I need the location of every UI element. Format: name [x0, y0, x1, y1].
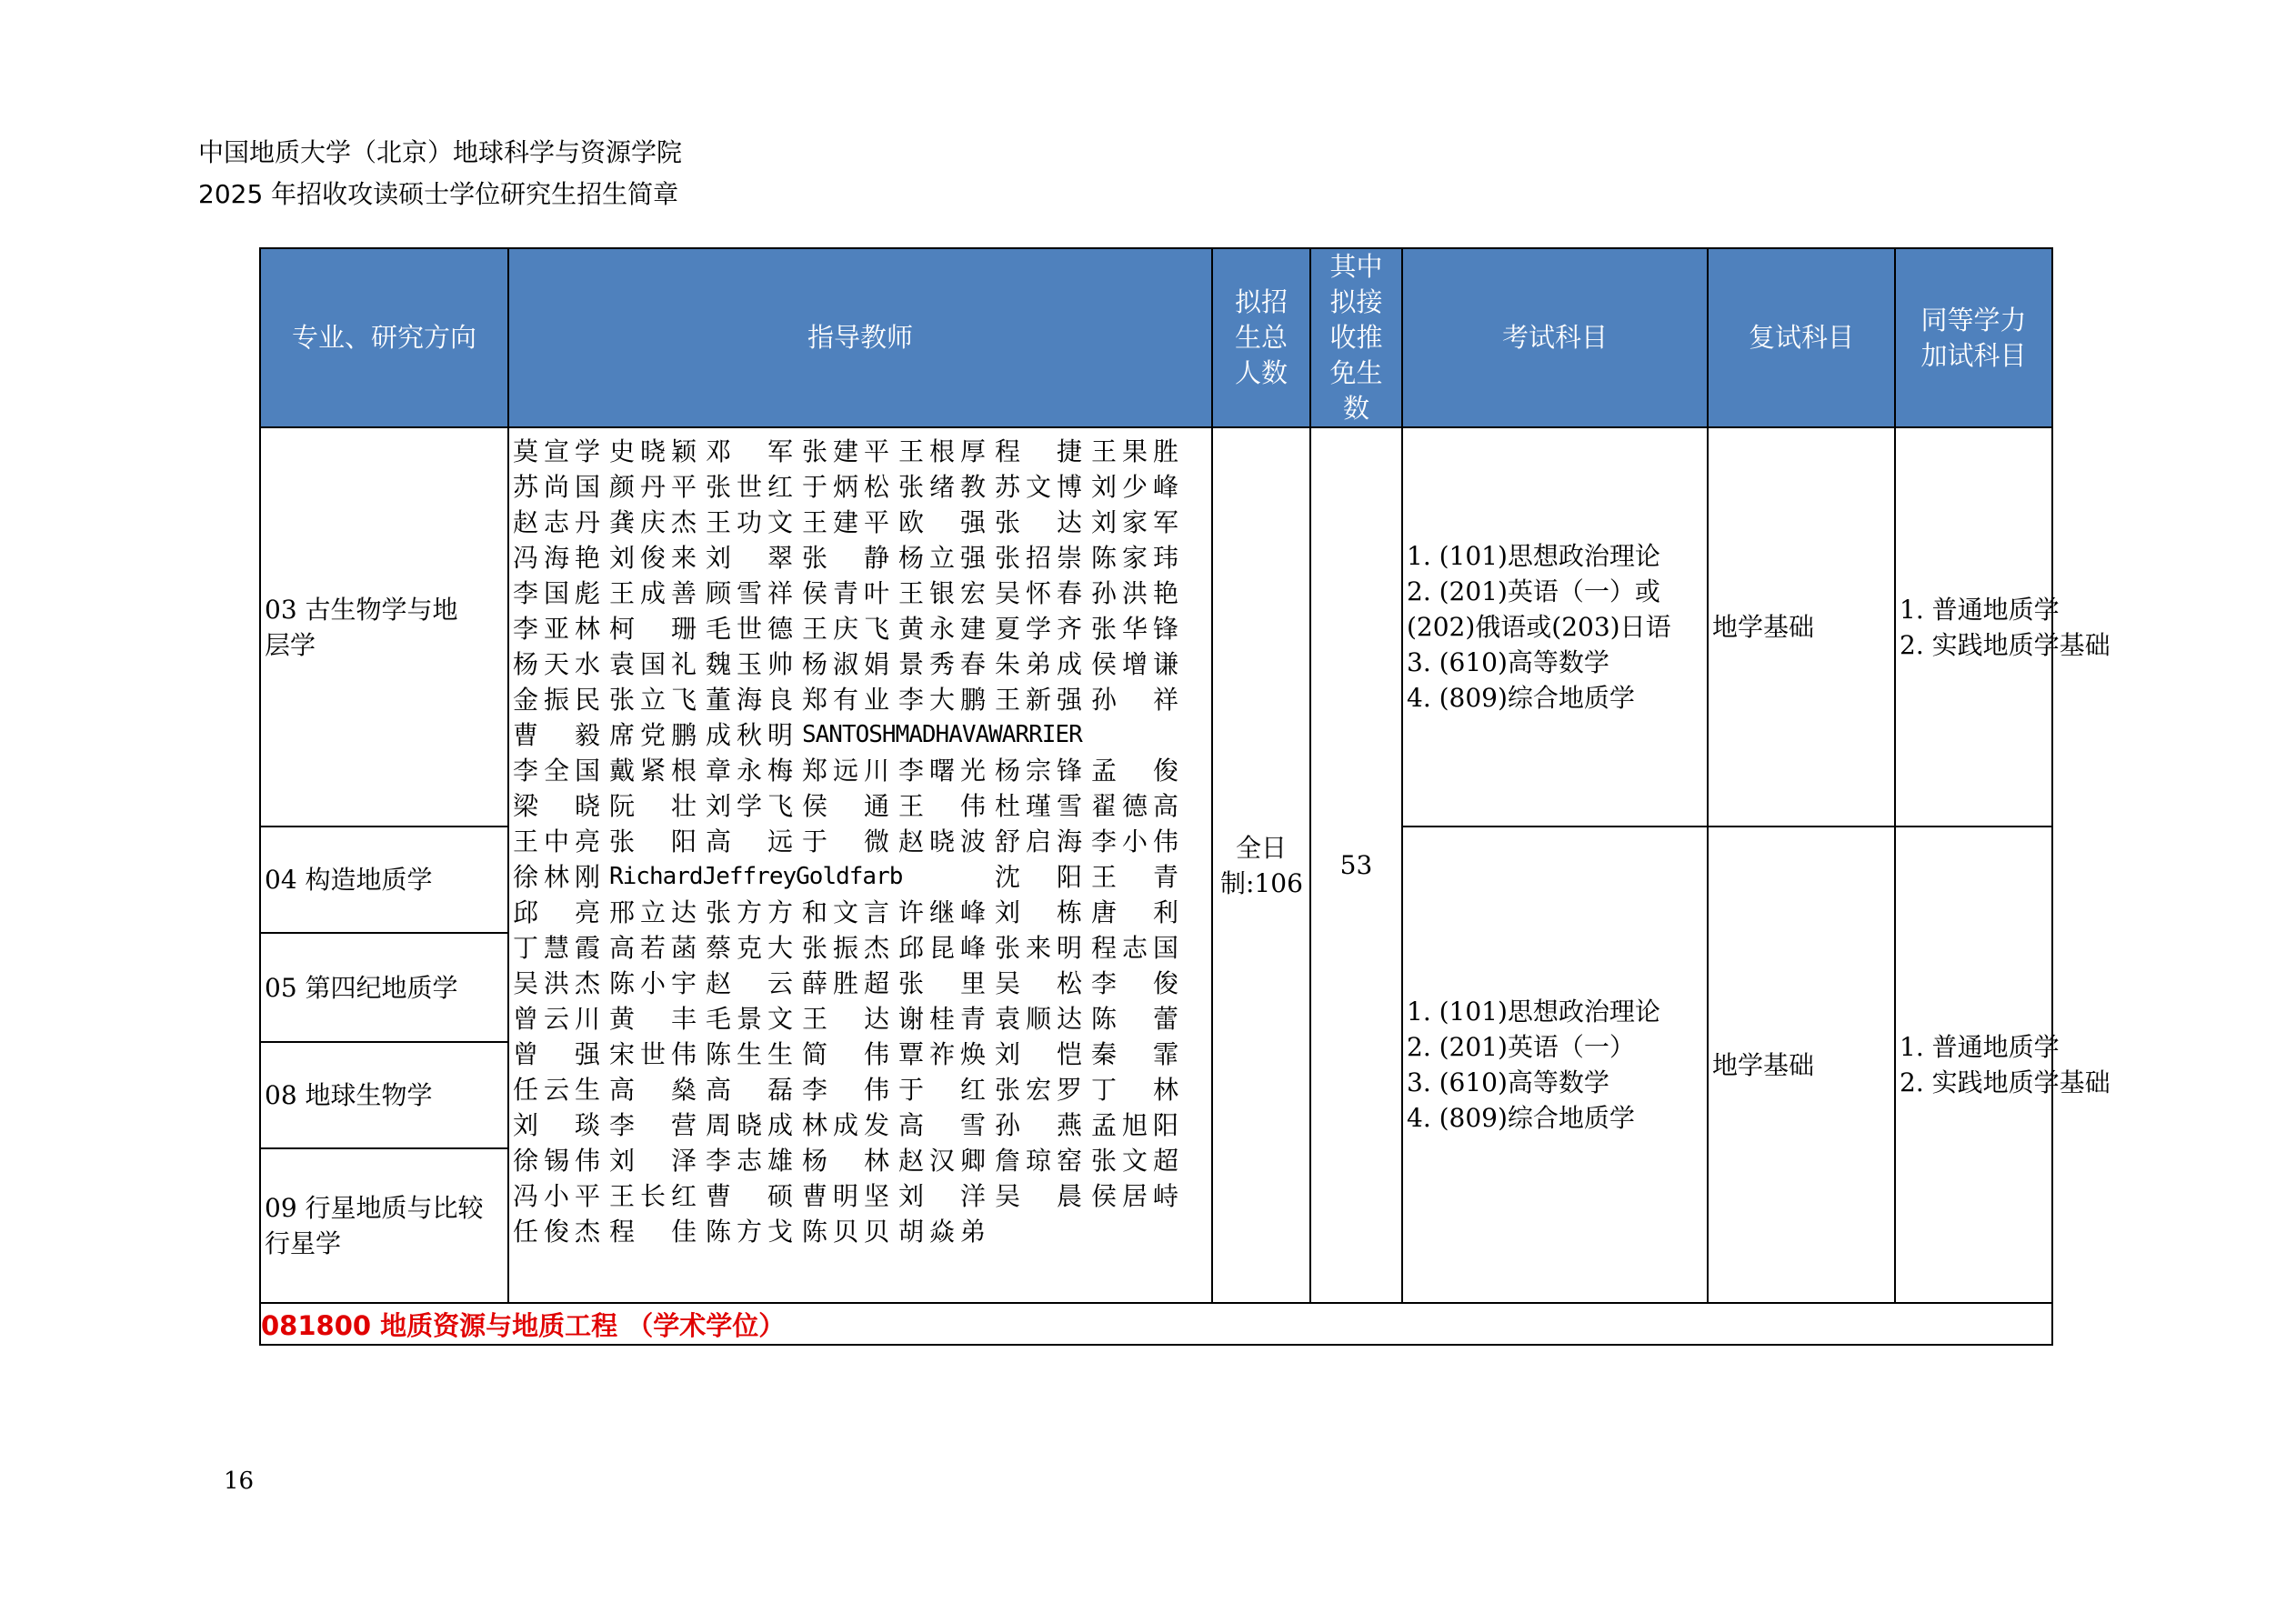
advisor-name: 赵 云 — [706, 968, 793, 998]
advisor-name: 丁 林 — [1091, 1075, 1178, 1105]
advisor-name: 王建平 — [802, 507, 889, 537]
advisor-name: 金振民 — [513, 685, 600, 715]
advisor-name: 侯居峙 — [1091, 1181, 1178, 1211]
advisor-name: 史晓颖 — [609, 436, 697, 466]
advisor-name: 于炳松 — [802, 472, 889, 502]
header-advisors: 指导教师 — [508, 248, 1212, 427]
header-exempt — [1310, 248, 1402, 427]
advisor-name: 龚庆杰 — [609, 507, 697, 537]
advisor-name: 胡焱弟 — [898, 1217, 986, 1247]
advisor-name: 王新强 — [995, 685, 1082, 715]
equivalent-item: 1. 普通地质学 — [1900, 1032, 2060, 1062]
advisor-name: 侯青叶 — [802, 578, 889, 608]
header-equivalent — [1895, 248, 2052, 427]
advisor-name: 夏学齐 — [995, 614, 1082, 644]
exempt-cell: 53 — [1310, 427, 1402, 1303]
advisor-name: 黄永建 — [898, 614, 986, 644]
section-title: 081800 地质资源与地质工程 （学术学位） — [260, 1303, 2052, 1345]
advisor-name: 张 阳 — [609, 827, 697, 857]
equivalent-group2 — [1895, 827, 2111, 1303]
advisor-name: 陈贝贝 — [802, 1217, 889, 1247]
advisor-name: 李志雄 — [706, 1146, 793, 1176]
exam-subjects-group2 — [1402, 827, 1708, 1303]
advisor-name: 袁顺达 — [995, 1004, 1082, 1034]
advisor-name: 杨天水 — [513, 649, 600, 679]
advisor-name: 戴紧根 — [609, 756, 697, 786]
header-exempt-text: 其中拟接收推免生数 — [1329, 251, 1383, 424]
advisor-name: 高 燊 — [609, 1075, 697, 1105]
advisor-name: 丁慧霞 — [513, 933, 600, 963]
advisor-name: 席党鹏 — [609, 720, 697, 750]
advisor-name: 张 达 — [995, 507, 1082, 537]
advisor-name: SANTOSHMADHAVAWARRIER — [802, 721, 1082, 748]
advisor-name: 曾 强 — [513, 1039, 600, 1069]
advisor-name: 苏文博 — [995, 472, 1082, 502]
advisor-name: 周晓成 — [706, 1110, 793, 1140]
advisor-name: 陈生生 — [706, 1039, 793, 1069]
advisor-name: 于 红 — [898, 1075, 986, 1105]
advisor-name: 孙 祥 — [1091, 685, 1178, 715]
advisor-name: 张华锋 — [1091, 614, 1178, 644]
advisor-name: 张世红 — [706, 472, 793, 502]
advisor-name: 黄 丰 — [609, 1004, 697, 1034]
advisor-name: 徐锡伟 — [513, 1146, 600, 1176]
advisor-name: 张文超 — [1091, 1146, 1178, 1176]
advisor-name: 张来明 — [995, 933, 1082, 963]
advisor-name: 李大鹏 — [898, 685, 986, 715]
advisor-name: 刘俊来 — [609, 543, 697, 573]
advisor-name: 郑有业 — [802, 685, 889, 715]
advisor-name: 冯小平 — [513, 1181, 600, 1211]
advisor-name: 柯 珊 — [609, 614, 697, 644]
advisor-name: 覃祚焕 — [898, 1039, 986, 1069]
advisor-name: 唐 利 — [1091, 897, 1178, 927]
advisor-name: 毛世德 — [706, 614, 793, 644]
advisor-name: 毛景文 — [706, 1004, 793, 1034]
advisor-name: 刘 栋 — [995, 897, 1082, 927]
direction-08: 08 地球生物学 — [260, 1042, 508, 1148]
direction-label: 09 行星地质与比较行星学 — [265, 1193, 484, 1258]
advisor-name: 王 达 — [802, 1004, 889, 1034]
advisor-name: 孙洪艳 — [1091, 578, 1178, 608]
equivalent-item: 2. 实践地质学基础 — [1900, 1067, 2111, 1097]
advisor-name: 刘少峰 — [1091, 472, 1178, 502]
advisor-name: 高 磊 — [706, 1075, 793, 1105]
advisor-name: 董海良 — [706, 685, 793, 715]
advisor-name: 吴 晨 — [995, 1181, 1082, 1211]
advisor-name: 李亚林 — [513, 614, 600, 644]
table-header-row — [260, 248, 2052, 427]
advisor-name: 张招崇 — [995, 543, 1082, 573]
advisor-name: 颜丹平 — [609, 472, 697, 502]
advisor-name: 吴怀春 — [995, 578, 1082, 608]
advisor-name: 王果胜 — [1091, 436, 1178, 466]
exam-item: (202)俄语或(203)日语 — [1407, 612, 1671, 642]
advisor-name: 薛胜超 — [802, 968, 889, 998]
exam-item: 1. (101)思想政治理论 — [1407, 541, 1660, 571]
advisor-name: 刘学飞 — [706, 791, 793, 821]
advisor-name: 曹 毅 — [513, 720, 600, 750]
advisor-name: 王根厚 — [898, 436, 986, 466]
advisor-name: 秦 霏 — [1091, 1039, 1178, 1069]
advisor-name: 章永梅 — [706, 756, 793, 786]
advisor-name: 高若菡 — [609, 933, 697, 963]
advisor-name: 林成发 — [802, 1110, 889, 1140]
advisors-grid — [513, 434, 1211, 1249]
exam-item: 1. (101)思想政治理论 — [1407, 997, 1660, 1027]
advisor-name: 李 伟 — [802, 1075, 889, 1105]
advisor-name: 陈 蕾 — [1091, 1004, 1178, 1034]
advisor-name: 陈小宇 — [609, 968, 697, 998]
direction-label: 03 古生物学与地层学 — [265, 594, 458, 660]
exam-item: 3. (610)高等数学 — [1407, 647, 1609, 677]
advisor-name: 任云生 — [513, 1075, 600, 1105]
advisor-name: 赵晓波 — [898, 827, 986, 857]
header-exam: 考试科目 — [1402, 248, 1708, 427]
advisor-name: 曹 硕 — [706, 1181, 793, 1211]
header-total-text: 拟招生总人数 — [1234, 286, 1288, 388]
advisor-name: 陈家玮 — [1091, 543, 1178, 573]
advisor-name: 张振杰 — [802, 933, 889, 963]
advisor-name: 郑远川 — [802, 756, 889, 786]
advisor-name: 袁国礼 — [609, 649, 697, 679]
advisor-name: 沈 阳 — [995, 862, 1082, 892]
advisor-name: 任俊杰 — [513, 1217, 600, 1247]
advisor-name: 冯海艳 — [513, 543, 600, 573]
advisor-name: 徐林刚 — [513, 862, 600, 892]
advisor-name: 许继峰 — [898, 897, 986, 927]
table-row — [260, 427, 2052, 827]
advisor-name: 吴洪杰 — [513, 968, 600, 998]
advisor-name: 苏尚国 — [513, 472, 600, 502]
header-major: 专业、研究方向 — [260, 248, 508, 427]
advisor-name: 张建平 — [802, 436, 889, 466]
advisor-name: 欧 强 — [898, 507, 986, 537]
advisor-name: 于 微 — [802, 827, 889, 857]
advisor-name: 曹明坚 — [802, 1181, 889, 1211]
advisor-name: 刘家军 — [1091, 507, 1178, 537]
advisor-name: 王庆飞 — [802, 614, 889, 644]
advisor-name: 杨淑娟 — [802, 649, 889, 679]
advisor-name: 张方方 — [706, 897, 793, 927]
advisors-cell — [508, 427, 1212, 1303]
advisor-name: 杨 林 — [802, 1146, 889, 1176]
exam-item: 4. (809)综合地质学 — [1407, 1103, 1635, 1133]
advisor-name: 高 雪 — [898, 1110, 986, 1140]
advisor-name: 李 营 — [609, 1110, 697, 1140]
advisor-name: 王银宏 — [898, 578, 986, 608]
total-cell — [1212, 427, 1310, 1303]
advisor-name: 张宏罗 — [995, 1075, 1082, 1105]
advisor-name: 王成善 — [609, 578, 697, 608]
advisor-name: 孟旭阳 — [1091, 1110, 1178, 1140]
advisor-name: 李国彪 — [513, 578, 600, 608]
advisor-name: 陈方戈 — [706, 1217, 793, 1247]
exam-item: 2. (201)英语（一）或 — [1407, 576, 1660, 606]
direction-05: 05 第四纪地质学 — [260, 933, 508, 1042]
advisor-name: 刘 泽 — [609, 1146, 697, 1176]
advisor-name: 曾云川 — [513, 1004, 600, 1034]
header-retest: 复试科目 — [1708, 248, 1895, 427]
advisor-name: 张 里 — [898, 968, 986, 998]
advisor-name: 刘 恺 — [995, 1039, 1082, 1069]
header-institution: 中国地质大学（北京）地球科学与资源学院 — [198, 137, 683, 167]
advisor-name: 简 伟 — [802, 1039, 889, 1069]
exam-item: 2. (201)英语（一） — [1407, 1032, 1635, 1062]
advisor-name: 舒启海 — [995, 827, 1082, 857]
advisor-name: 吴 松 — [995, 968, 1082, 998]
advisor-name: 杜瑾雪 — [995, 791, 1082, 821]
equivalent-item: 1. 普通地质学 — [1900, 594, 2060, 625]
advisor-name: 李曙光 — [898, 756, 986, 786]
advisor-name: 景秀春 — [898, 649, 986, 679]
section-row — [260, 1303, 2052, 1345]
page-number: 16 — [224, 1468, 255, 1495]
advisor-name: 翟德高 — [1091, 791, 1178, 821]
advisor-name: 詹琼窑 — [995, 1146, 1082, 1176]
advisor-name: 孟 俊 — [1091, 756, 1178, 786]
advisor-name: 王功文 — [706, 507, 793, 537]
advisor-name: 宋世伟 — [609, 1039, 697, 1069]
admission-table — [259, 247, 2111, 1346]
advisor-name: 阮 壮 — [609, 791, 697, 821]
advisor-name: 刘 琰 — [513, 1110, 600, 1140]
equivalent-item: 2. 实践地质学基础 — [1900, 629, 2111, 660]
advisor-name: 李 俊 — [1091, 968, 1178, 998]
direction-03 — [260, 427, 508, 827]
advisor-name: 杨立强 — [898, 543, 986, 573]
header-equivalent-text: 同等学力加试科目 — [1920, 304, 2027, 371]
advisor-name: 王长红 — [609, 1181, 697, 1211]
direction-09 — [260, 1148, 508, 1303]
advisor-name: 李全国 — [513, 756, 600, 786]
advisor-name: 王 伟 — [898, 791, 986, 821]
advisor-name: 王中亮 — [513, 827, 600, 857]
advisor-name: 顾雪祥 — [706, 578, 793, 608]
advisor-name: 程 佳 — [609, 1217, 697, 1247]
advisor-name: 朱弟成 — [995, 649, 1082, 679]
retest-group2: 地学基础 — [1708, 827, 1895, 1303]
advisor-name: 王 青 — [1091, 862, 1178, 892]
advisor-name: 赵志丹 — [513, 507, 600, 537]
advisor-name: 程 捷 — [995, 436, 1082, 466]
equivalent-group1 — [1895, 427, 2111, 827]
advisor-name: 程志国 — [1091, 933, 1178, 963]
advisor-name: 张 静 — [802, 543, 889, 573]
advisor-name: 杨宗锋 — [995, 756, 1082, 786]
exam-item: 4. (809)综合地质学 — [1407, 683, 1635, 713]
advisor-name: 邱 亮 — [513, 897, 600, 927]
advisor-name: 蔡克大 — [706, 933, 793, 963]
advisor-name: 高 远 — [706, 827, 793, 857]
advisor-name: 刘 翠 — [706, 543, 793, 573]
advisor-name: 孙 燕 — [995, 1110, 1082, 1140]
advisor-name: 邱昆峰 — [898, 933, 986, 963]
header-title: 2025 年招收攻读硕士学位研究生招生简章 — [198, 179, 679, 209]
advisor-name: 邓 军 — [706, 436, 793, 466]
advisor-name: 和文言 — [802, 897, 889, 927]
advisor-name: 张立飞 — [609, 685, 697, 715]
advisor-name: 张绪教 — [898, 472, 986, 502]
exam-subjects-group1 — [1402, 427, 1708, 827]
advisor-name: 刘 洋 — [898, 1181, 986, 1211]
advisor-name: 赵汉卿 — [898, 1146, 986, 1176]
advisor-name: 侯 通 — [802, 791, 889, 821]
advisor-name: 梁 晓 — [513, 791, 600, 821]
advisor-name: 侯增谦 — [1091, 649, 1178, 679]
advisor-name: 李小伟 — [1091, 827, 1178, 857]
advisor-name: RichardJeffreyGoldfarb — [609, 863, 903, 890]
advisor-name: 成秋明 — [706, 720, 793, 750]
advisor-name: 邢立达 — [609, 897, 697, 927]
header-total — [1212, 248, 1310, 427]
advisor-name: 谢桂青 — [898, 1004, 986, 1034]
exam-item: 3. (610)高等数学 — [1407, 1067, 1609, 1097]
advisor-name: 魏玉帅 — [706, 649, 793, 679]
advisor-name: 莫宣学 — [513, 436, 600, 466]
direction-04: 04 构造地质学 — [260, 827, 508, 933]
total-value: 全日制:106 — [1220, 832, 1303, 898]
retest-group1: 地学基础 — [1708, 427, 1895, 827]
